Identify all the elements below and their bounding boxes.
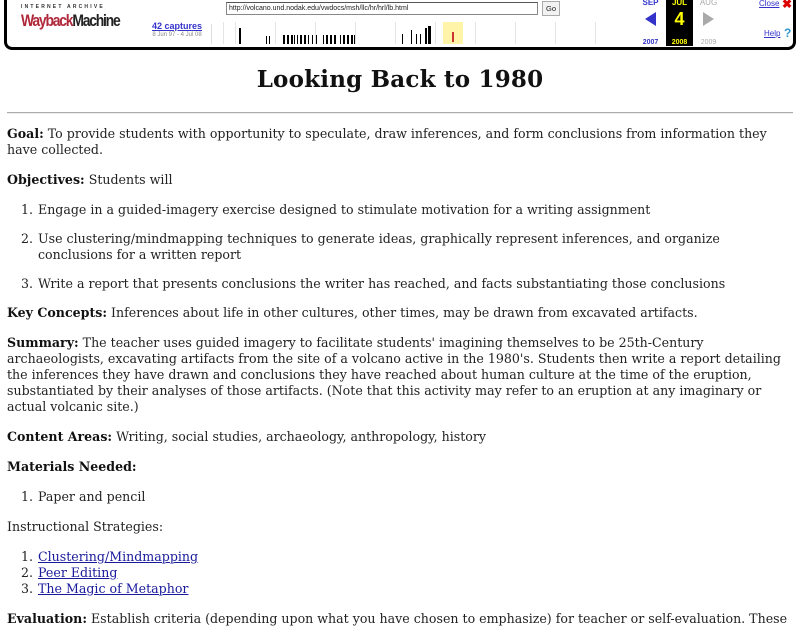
next-month: AUG [699,0,718,7]
close-x-icon[interactable]: ✖ [782,0,793,11]
strategies-list [7,549,793,597]
materials-label: Materials Needed: [7,459,137,474]
link-peer-editing[interactable]: Peer Editing [38,565,118,580]
wayback-toolbar [4,0,796,50]
prev-arrow-icon[interactable] [645,12,656,26]
list-item [37,565,793,581]
current-month: JUL [671,0,688,7]
key-concepts-section [7,305,793,321]
goal-label: Goal: [7,126,44,141]
current-capture-highlight [443,22,463,44]
list-item [37,581,793,597]
captures-info [143,21,211,38]
list-item: 2. Use clustering/mindmapping techniques to generate ideas, graphically represent inferences, and organize conclusions for a written report [37,231,793,263]
evaluation-label: Evaluation: [7,611,87,626]
list-item [37,549,793,565]
current-capture-marker [452,32,454,42]
summary-label: Summary: [7,335,79,350]
current-day: 4 [674,9,685,29]
list-item: 3. Write a report that presents conclusions the writer has reached, and facts substantiating those conclusions [37,276,793,292]
go-button[interactable]: Go [542,1,560,16]
summary-text: The teacher uses guided imagery to facilitate students' imagining themselves to be 25th-Century archaeologists, excavating artifacts from the site of a volcano active in the 1980's. Students then write a report detailing the inferences they have drawn and conclusions they have reached about human culture at the time of the eruption, substantiated by their analyses of those artifacts. (Note that this activity may refer to an eruption at any imaginary or actual volcanic site.) [7,335,781,414]
captures-range: 8 Jun 97 - 4 Jul 08 [152,32,202,38]
help-question-icon[interactable]: ? [784,26,792,40]
goal-section [7,126,793,158]
link-magic-of-metaphor[interactable]: The Magic of Metaphor [38,581,189,596]
document-body [7,60,793,641]
content-areas-section [7,429,793,445]
list-item: 1. Engage in a guided-imagery exercise designed to stimulate motivation for a writing assignment [37,202,793,218]
logo-internet-archive-text: INTERNET ARCHIVE [21,4,105,10]
current-year: 2008 [671,39,688,46]
prev-capture-nav[interactable] [637,0,664,46]
materials-list [7,489,793,505]
content-areas-label: Content Areas: [7,429,113,444]
objectives-label: Objectives: [7,172,85,187]
key-concepts-text: Inferences about life in other cultures, other times, may be drawn from excavated artifacts. [107,305,698,320]
goal-text: To provide students with opportunity to speculate, draw inferences, and form conclusions from information they have collected. [7,126,767,157]
prev-month: SEP [642,0,659,7]
wayback-logo[interactable] [21,4,120,40]
capture-sparkline[interactable] [223,22,629,44]
objectives-section [7,172,793,188]
evaluation-text: Establish criteria (depending upon what you have chosen to emphasize) for teacher or self-evaluation. These [86,611,788,626]
prev-year: 2007 [642,39,659,46]
close-link[interactable]: Close [759,0,780,8]
next-arrow-icon [703,12,714,26]
next-year: 2009 [700,39,717,46]
url-input[interactable]: http://volcano.und.nodak.edu/vwdocs/msh/llc/hr/hrl/lb.html [226,2,538,15]
objectives-list [7,202,793,292]
objectives-text: Students will [84,172,173,187]
materials-section [7,459,793,475]
current-capture-date [666,0,693,46]
logo-wayback-machine-text: WaybackMachine [21,11,120,30]
next-capture-nav [695,0,722,46]
page-title: Looking Back to 1980 [256,66,544,93]
strategies-label: Instructional Strategies: [7,519,164,534]
toolbar-divider [211,24,212,44]
list-item: 1. Paper and pencil [37,489,793,505]
title-divider [7,112,793,114]
key-concepts-label: Key Concepts: [7,305,108,320]
summary-section [7,335,793,415]
link-clustering-mindmapping[interactable]: Clustering/Mindmapping [38,549,199,564]
evaluation-section [7,611,793,627]
captures-link[interactable]: 42 captures [151,21,203,31]
help-link[interactable]: Help [764,29,781,38]
content-areas-text: Writing, social studies, archaeology, anthropology, history [112,429,486,444]
